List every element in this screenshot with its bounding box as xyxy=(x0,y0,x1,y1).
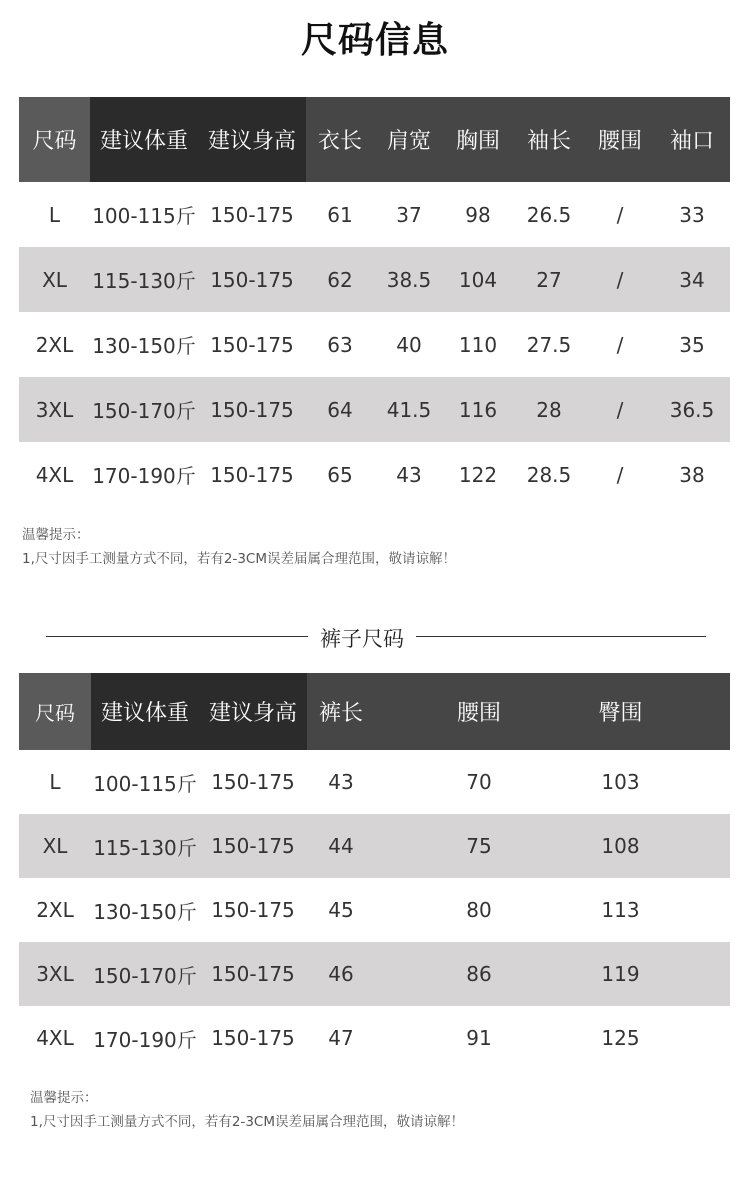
table-cell: 119 xyxy=(583,942,658,1006)
header-size: 尺码 xyxy=(19,673,91,750)
table-cell: 122 xyxy=(444,442,512,507)
table-cell: 63 xyxy=(306,312,374,377)
table-cell: 150-175 xyxy=(198,247,306,312)
table-cell: XL xyxy=(19,247,90,312)
table-cell: 46 xyxy=(307,942,375,1006)
table-cell: 2XL xyxy=(19,312,90,377)
section-divider xyxy=(46,622,706,652)
table-cell: 38 xyxy=(654,442,730,507)
table-cell: 108 xyxy=(583,814,658,878)
table-cell: 62 xyxy=(306,247,374,312)
tip-text: 1,尺寸因手工测量方式不同，若有2-3CM误差届属合理范围，敬请谅解！ xyxy=(30,1114,465,1130)
table-row xyxy=(19,878,730,942)
table-cell: 100-115斤 xyxy=(90,182,198,247)
table-cell: 86 xyxy=(375,942,583,1006)
table-cell: 3XL xyxy=(19,377,90,442)
table-cell: 27 xyxy=(512,247,586,312)
divider-line-left xyxy=(46,636,308,637)
table-cell xyxy=(658,942,730,1006)
table-row xyxy=(19,1006,730,1070)
table-cell: 4XL xyxy=(19,1006,91,1070)
pants-size-heading: 裤子尺码 xyxy=(320,627,404,651)
header-height: 建议身高 xyxy=(199,673,307,750)
table-cell: 27.5 xyxy=(512,312,586,377)
table-cell: L xyxy=(19,750,91,814)
table-row xyxy=(19,312,730,377)
table-cell: / xyxy=(586,247,654,312)
table-row xyxy=(19,814,730,878)
table-cell xyxy=(658,1006,730,1070)
table-cell: 28 xyxy=(512,377,586,442)
table-cell: 150-175 xyxy=(199,942,307,1006)
bottom-size-table xyxy=(19,673,730,1070)
table-cell: 64 xyxy=(306,377,374,442)
table-row xyxy=(19,182,730,247)
table-cell: 100-115斤 xyxy=(91,750,199,814)
table-cell: 70 xyxy=(375,750,583,814)
table-cell: 45 xyxy=(307,878,375,942)
top-table-header-row xyxy=(19,97,730,182)
header-waist: 腰围 xyxy=(375,673,583,750)
table-row xyxy=(19,377,730,442)
table-cell: 47 xyxy=(307,1006,375,1070)
table-cell: 150-175 xyxy=(198,312,306,377)
table-cell: 61 xyxy=(306,182,374,247)
tip-title: 温馨提示： xyxy=(22,527,90,543)
table-cell: 36.5 xyxy=(654,377,730,442)
header-length: 衣长 xyxy=(306,97,374,182)
table-cell: 150-175 xyxy=(198,377,306,442)
table-cell: 34 xyxy=(654,247,730,312)
table-cell: / xyxy=(586,377,654,442)
table-cell: 41.5 xyxy=(374,377,444,442)
header-weight: 建议体重 xyxy=(91,673,199,750)
table-cell: 40 xyxy=(374,312,444,377)
table-cell: 33 xyxy=(654,182,730,247)
table-cell: 28.5 xyxy=(512,442,586,507)
table-cell: 65 xyxy=(306,442,374,507)
page-title: 尺码信息 xyxy=(300,20,449,61)
table-cell xyxy=(658,750,730,814)
table-row xyxy=(19,942,730,1006)
table-row xyxy=(19,750,730,814)
header-waist: 腰围 xyxy=(586,97,654,182)
table-row xyxy=(19,442,730,507)
table-cell: 170-190斤 xyxy=(91,1006,199,1070)
table-cell: 150-170斤 xyxy=(90,377,198,442)
table-cell: 43 xyxy=(307,750,375,814)
tip-text: 1,尺寸因手工测量方式不同，若有2-3CM误差届属合理范围，敬请谅解！ xyxy=(22,551,457,567)
table-cell: 150-175 xyxy=(198,182,306,247)
tip-title: 温馨提示： xyxy=(30,1090,98,1106)
table-cell: 115-130斤 xyxy=(91,814,199,878)
header-cuff: 袖口 xyxy=(654,97,730,182)
table-cell: 113 xyxy=(583,878,658,942)
table-cell: 115-130斤 xyxy=(90,247,198,312)
table-cell: 91 xyxy=(375,1006,583,1070)
bottom-table-header-row xyxy=(19,673,730,750)
table-cell: 150-175 xyxy=(198,442,306,507)
header-size: 尺码 xyxy=(19,97,90,182)
table-cell: 116 xyxy=(444,377,512,442)
table-cell: 43 xyxy=(374,442,444,507)
table-cell: 103 xyxy=(583,750,658,814)
table-cell: 2XL xyxy=(19,878,91,942)
table-cell: 35 xyxy=(654,312,730,377)
divider-line-right xyxy=(416,636,706,637)
table-cell: 170-190斤 xyxy=(90,442,198,507)
table-cell: 4XL xyxy=(19,442,90,507)
header-pants-length: 裤长 xyxy=(307,673,375,750)
table-cell: 38.5 xyxy=(374,247,444,312)
header-shoulder: 肩宽 xyxy=(374,97,444,182)
table-cell: 150-170斤 xyxy=(91,942,199,1006)
table-cell: 104 xyxy=(444,247,512,312)
table-cell: / xyxy=(586,442,654,507)
table-cell: 110 xyxy=(444,312,512,377)
table-cell: 150-175 xyxy=(199,1006,307,1070)
table-cell: 37 xyxy=(374,182,444,247)
table-cell: 75 xyxy=(375,814,583,878)
header-height: 建议身高 xyxy=(198,97,306,182)
table-cell: XL xyxy=(19,814,91,878)
table-cell: / xyxy=(586,182,654,247)
header-hip: 臀围 xyxy=(583,673,658,750)
header-sleeve: 袖长 xyxy=(512,97,586,182)
table-cell: 98 xyxy=(444,182,512,247)
table-cell: L xyxy=(19,182,90,247)
table-cell: 125 xyxy=(583,1006,658,1070)
table-cell: 3XL xyxy=(19,942,91,1006)
header-blank xyxy=(658,673,730,750)
table-row xyxy=(19,247,730,312)
table-cell: / xyxy=(586,312,654,377)
table-cell: 44 xyxy=(307,814,375,878)
table-cell: 150-175 xyxy=(199,878,307,942)
table-cell: 130-150斤 xyxy=(90,312,198,377)
table-cell: 130-150斤 xyxy=(91,878,199,942)
table-cell xyxy=(658,878,730,942)
table-cell: 80 xyxy=(375,878,583,942)
table-cell: 26.5 xyxy=(512,182,586,247)
table-cell xyxy=(658,814,730,878)
top-size-table xyxy=(19,97,730,507)
header-weight: 建议体重 xyxy=(90,97,198,182)
table-cell: 150-175 xyxy=(199,814,307,878)
header-chest: 胸围 xyxy=(444,97,512,182)
table-cell: 150-175 xyxy=(199,750,307,814)
